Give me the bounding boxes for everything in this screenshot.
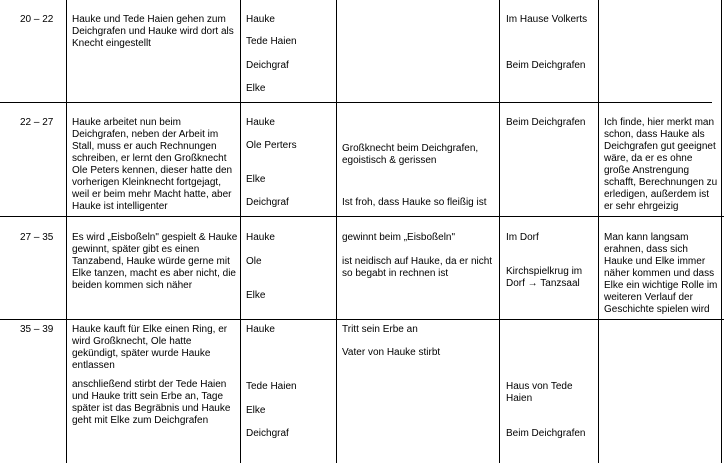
person-name: Tede Haien bbox=[246, 36, 297, 47]
comment-cell: Man kann langsam erahnen, dass sich Hauke und Elke immer näher kommen und dass Elke ein wichtige Rolle im weiteren Verlauf der Geschichte spielen wird bbox=[604, 232, 718, 315]
content-cell: Hauke und Tede Haien gehen zum Deichgrafen und Hauke wird dort als Knecht eingestellt bbox=[72, 14, 234, 49]
row-divider bbox=[0, 102, 712, 103]
page-range: 35 – 39 bbox=[20, 324, 54, 335]
person-name: Deichgraf bbox=[246, 197, 289, 208]
person-name: Elke bbox=[246, 174, 266, 185]
place-cell: Beim Deichgrafen bbox=[506, 428, 586, 439]
trait-cell: Ist froh, dass Hauke so fleißig ist bbox=[342, 197, 487, 208]
trait-cell: ist neidisch auf Hauke, da er nicht so begabt in rechnen ist bbox=[342, 256, 493, 279]
place-cell: Haus von Tede Haien bbox=[506, 381, 573, 404]
place-cell: Beim Deichgrafen bbox=[506, 60, 586, 71]
place-cell: Beim Deichgrafen bbox=[506, 117, 586, 128]
page-range: 20 – 22 bbox=[20, 14, 54, 25]
row-divider bbox=[0, 216, 724, 217]
page-range: 22 – 27 bbox=[20, 117, 54, 128]
place-cell: Im Dorf bbox=[506, 232, 539, 243]
column-divider bbox=[721, 0, 722, 463]
content-cell: Hauke kauft für Elke einen Ring, er wird Großknecht, Ole hatte gekündigt, später wurde Hauke entlassen bbox=[72, 324, 228, 371]
content-cell: Es wird „Eisboßeln" gespielt & Hauke gewinnt, später gibt es einen Tanzabend, Hauke würde gerne mit Elke tanzen, macht es aber nicht, die beiden kommen sich näher bbox=[72, 232, 238, 291]
column-divider bbox=[240, 0, 241, 463]
trait-cell: Vater von Hauke stirbt bbox=[342, 347, 441, 358]
column-divider bbox=[66, 0, 67, 463]
person-name: Deichgraf bbox=[246, 60, 289, 71]
person-name: Tede Haien bbox=[246, 381, 297, 392]
person-name: Hauke bbox=[246, 14, 275, 25]
person-name: Ole bbox=[246, 256, 262, 267]
person-name: Hauke bbox=[246, 117, 275, 128]
column-divider bbox=[336, 0, 337, 463]
content-cell: Hauke arbeitet nun beim Deichgrafen, neben der Arbeit im Stall, muss er auch Rechnungen schreiben, er lernt den Großknecht Ole Peters kennen, dieser hatte den vorherigen Kleinknecht fortgejagt, weil er beim mehr Macht hatte, aber Hauke ist intelligenter bbox=[72, 117, 233, 212]
column-divider bbox=[499, 0, 500, 463]
trait-cell: Großknecht beim Deichgrafen, egoistisch & gerissen bbox=[342, 143, 479, 166]
column-divider bbox=[598, 0, 599, 463]
row-divider bbox=[0, 319, 724, 320]
trait-cell: Tritt sein Erbe an bbox=[342, 324, 418, 335]
person-name: Ole Perters bbox=[246, 140, 297, 151]
person-name: Hauke bbox=[246, 324, 275, 335]
comment-cell: Ich finde, hier merkt man schon, dass Hauke als Deichgrafen gut geeignet wäre, da er es ohne große Anstrengung schafft, Berechnungen zu erledigen, außerdem ist er sehr ehrgeizig bbox=[604, 117, 718, 212]
page-range: 27 – 35 bbox=[20, 232, 54, 243]
person-name: Elke bbox=[246, 83, 266, 94]
place-cell: Kirchspielkrug im Dorf → Tanzsaal bbox=[506, 266, 583, 289]
place-cell: Im Hause Volkerts bbox=[506, 14, 588, 25]
person-name: Deichgraf bbox=[246, 428, 289, 439]
trait-cell: gewinnt beim „Eisboßeln" bbox=[342, 232, 456, 243]
person-name: Elke bbox=[246, 290, 266, 301]
content-cell: anschließend stirbt der Tede Haien und Hauke tritt sein Erbe an, Tage später ist das Begräbnis und Hauke geht mit Elke zum Deichgrafen bbox=[72, 379, 231, 426]
person-name: Hauke bbox=[246, 232, 275, 243]
person-name: Elke bbox=[246, 405, 266, 416]
